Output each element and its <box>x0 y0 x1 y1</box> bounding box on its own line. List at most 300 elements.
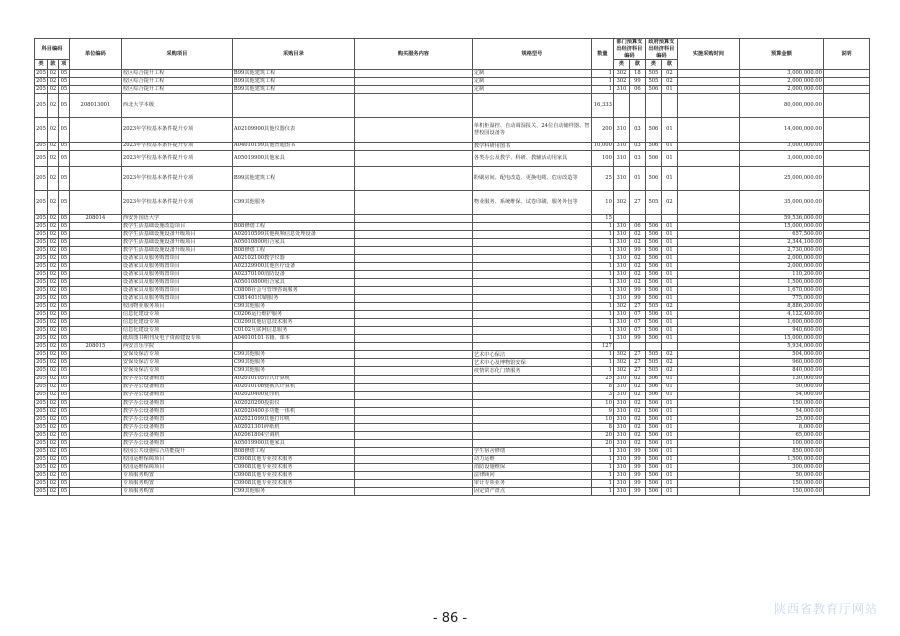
dept-kuan-cell: 02 <box>629 263 645 271</box>
dept-lei-cell: 310 <box>613 150 629 166</box>
quantity-cell: 1 <box>591 86 613 94</box>
service-content-cell <box>354 311 472 319</box>
catalog-cell: C0908其他专业技术服务 <box>232 455 354 463</box>
gov-kuan-cell: 01 <box>661 399 677 407</box>
unit-code-cell: 208014 <box>69 214 121 222</box>
impl-time-cell <box>677 359 739 367</box>
spec-cell: 粉刷房间、配电改造、更换电缆、危房改造等 <box>472 166 591 190</box>
project-cell: 校园运维保障项目 <box>121 455 232 463</box>
unit-code-cell: 208015 <box>69 343 121 351</box>
service-content-cell <box>354 214 472 222</box>
catalog-cell: B99其他建筑工程 <box>232 78 354 86</box>
gov-kuan-cell: 01 <box>661 222 677 230</box>
gov-lei-cell: 506 <box>645 142 661 150</box>
project-cell: 教学办公设备购置 <box>121 423 232 431</box>
gov-kuan-cell: 02 <box>661 303 677 311</box>
impl-time-cell <box>677 190 739 214</box>
amount-cell: 35,000,000.00 <box>739 190 823 214</box>
impl-time-cell <box>677 214 739 222</box>
project-cell: 纸质图书期刊及电子资源建设专项 <box>121 335 232 343</box>
project-cell: 校区综合提升工程 <box>121 78 232 86</box>
gov-lei-cell: 506 <box>645 271 661 279</box>
subject-xiang-cell: 05 <box>58 142 69 150</box>
impl-time-cell <box>677 255 739 263</box>
note-cell <box>823 279 869 287</box>
gov-lei-cell <box>645 94 661 118</box>
dept-lei-cell: 310 <box>613 447 629 455</box>
quantity-cell: 1 <box>591 303 613 311</box>
quantity-cell: 1 <box>591 487 613 495</box>
table-row <box>35 78 870 86</box>
service-content-cell <box>354 471 472 479</box>
service-content-cell <box>354 335 472 343</box>
subject-kuan-cell: 02 <box>47 271 58 279</box>
subject-kuan-header: 款 <box>47 60 58 70</box>
subject-kuan-cell: 02 <box>47 190 58 214</box>
dept-lei-cell: 310 <box>613 391 629 399</box>
subject-kuan-cell: 02 <box>47 343 58 351</box>
service-content-cell <box>354 319 472 327</box>
project-cell: 教学生活基础设施改造项目 <box>121 222 232 230</box>
table-row <box>35 479 870 487</box>
subject-lei-cell: 205 <box>36 375 46 382</box>
gov-kuan-cell: 02 <box>661 367 677 375</box>
impl-time-cell <box>677 479 739 487</box>
unit-code-cell <box>69 471 121 479</box>
gov-lei-cell: 506 <box>645 279 661 287</box>
service-content-cell <box>354 447 472 455</box>
catalog-cell: A02021099其他打印机 <box>232 415 354 423</box>
subject-kuan-cell: 02 <box>47 142 58 150</box>
table-row <box>35 70 870 78</box>
dept-kuan-cell: 99 <box>629 487 645 495</box>
table-row <box>35 214 870 222</box>
service-content-cell <box>354 222 472 230</box>
catalog-cell: C99其他服务 <box>232 190 354 214</box>
dept-kuan-cell: 02 <box>629 415 645 423</box>
unit-code-cell <box>69 423 121 431</box>
catalog-cell: A02021301碎纸机 <box>232 423 354 431</box>
project-cell: 安保及保洁专项 <box>121 351 232 359</box>
spec-cell: 单机柜温控、自动调湿报关、24位自动储样器、智慧校园设备等 <box>472 118 591 142</box>
service-content-cell <box>354 359 472 367</box>
dept-kuan-cell: 99 <box>629 479 645 487</box>
dept-lei-cell: 310 <box>613 319 629 327</box>
spec-cell <box>472 439 591 447</box>
spec-cell <box>472 247 591 255</box>
catalog-cell: C081401印刷服务 <box>232 295 354 303</box>
gov-lei-cell: 506 <box>645 415 661 423</box>
impl-time-cell <box>677 222 739 230</box>
table-row <box>35 439 870 447</box>
project-cell: 教学办公设备购置 <box>121 383 232 391</box>
amount-cell: 80,000,000.00 <box>739 94 823 118</box>
dept-kuan-cell: 02 <box>629 279 645 287</box>
unit-code-cell <box>69 383 121 391</box>
project-cell: 设备家具及服务购置项目 <box>121 255 232 263</box>
table-row <box>35 94 870 118</box>
dept-lei-cell: 310 <box>613 238 629 246</box>
dept-kuan-cell: 18 <box>629 70 645 78</box>
catalog-cell: C99其他服务 <box>232 359 354 367</box>
amount-cell: 657,500.00 <box>739 230 823 238</box>
dept-lei-cell: 310 <box>613 407 629 415</box>
dept-kuan-cell: 27 <box>629 359 645 367</box>
impl-time-cell <box>677 399 739 407</box>
note-cell <box>823 399 869 407</box>
service-content-cell <box>354 431 472 439</box>
dept-kuan-cell: 02 <box>629 391 645 399</box>
impl-time-cell <box>677 238 739 246</box>
impl-time-cell <box>677 455 739 463</box>
subject-xiang-cell: 05 <box>58 230 69 238</box>
dept-kuan-cell: 99 <box>629 455 645 463</box>
service-content-cell <box>354 479 472 487</box>
dept-econ-code-header: 部门预算支出经济科目编码 <box>613 39 645 60</box>
unit-code-cell <box>69 279 121 287</box>
impl-time-cell <box>677 295 739 303</box>
dept-kuan-cell <box>629 94 645 118</box>
subject-lei-cell: 205 <box>36 359 46 366</box>
note-cell <box>823 439 869 447</box>
note-cell <box>823 311 869 319</box>
dept-kuan-cell: 99 <box>629 463 645 471</box>
table-row <box>35 399 870 407</box>
amount-cell: 150,000.00 <box>739 479 823 487</box>
note-cell <box>823 383 869 391</box>
quantity-cell: 1 <box>591 327 613 335</box>
unit-code-cell <box>69 263 121 271</box>
project-cell: 安保及保洁专项 <box>121 367 232 375</box>
spec-cell: 学生宿舍修缮 <box>472 447 591 455</box>
note-cell <box>823 327 869 335</box>
dept-kuan-cell: 02 <box>629 255 645 263</box>
dept-kuan-cell: 02 <box>629 423 645 431</box>
table-row <box>35 447 870 455</box>
dept-kuan-cell: 99 <box>629 78 645 86</box>
spec-cell <box>472 343 591 351</box>
quantity-cell: 8 <box>591 383 613 391</box>
quantity-cell: 1 <box>591 471 613 479</box>
spec-cell <box>472 303 591 311</box>
spec-cell <box>472 287 591 295</box>
note-header: 说明 <box>823 39 869 70</box>
subject-lei-cell: 205 <box>36 78 46 85</box>
catalog-cell: A04010199其他普通图书 <box>232 142 354 150</box>
note-cell <box>823 86 869 94</box>
subject-lei-cell: 205 <box>36 238 46 245</box>
subject-lei-cell: 205 <box>36 471 46 478</box>
gov-lei-cell: 506 <box>645 455 661 463</box>
catalog-cell: A05010800组合家具 <box>232 238 354 246</box>
project-cell: 设备家具及服务购置项目 <box>121 271 232 279</box>
dept-lei-cell: 310 <box>613 455 629 463</box>
impl-time-cell <box>677 407 739 415</box>
spec-header: 规格型号 <box>472 39 591 70</box>
gov-kuan-cell: 02 <box>661 70 677 78</box>
subject-kuan-cell: 02 <box>47 431 58 439</box>
gov-kuan-cell: 01 <box>661 118 677 142</box>
subject-xiang-cell: 05 <box>58 222 69 230</box>
gov-lei-cell: 506 <box>645 287 661 295</box>
impl-time-cell <box>677 118 739 142</box>
dept-kuan-cell: 99 <box>629 335 645 343</box>
subject-lei-cell: 205 <box>36 415 46 422</box>
dept-kuan-cell: 27 <box>629 367 645 375</box>
note-cell <box>823 150 869 166</box>
gov-lei-cell: 506 <box>645 391 661 399</box>
quantity-cell: 20 <box>591 439 613 447</box>
table-row <box>35 118 870 142</box>
catalog-cell: B99其他建筑工程 <box>232 166 354 190</box>
spec-cell: 物业服务、系统维保、试卷印刷、服务外包等 <box>472 190 591 214</box>
project-cell: 2023年学校基本条件提升专项 <box>121 142 232 150</box>
impl-time-cell <box>677 423 739 431</box>
spec-cell <box>472 214 591 222</box>
subject-kuan-cell: 02 <box>47 367 58 375</box>
gov-lei-cell: 506 <box>645 463 661 471</box>
project-cell: 设备家具及服务购置项目 <box>121 295 232 303</box>
subject-lei-cell: 205 <box>36 86 46 93</box>
quantity-cell: 1 <box>591 463 613 471</box>
service-content-cell <box>354 166 472 190</box>
subject-lei-cell: 205 <box>36 343 46 350</box>
table-header <box>35 39 870 70</box>
table-row <box>35 327 870 335</box>
gov-lei-cell <box>645 214 661 222</box>
subject-lei-cell: 205 <box>36 335 46 342</box>
subject-lei-cell: 205 <box>36 391 46 398</box>
amount-cell: 775,000.00 <box>739 295 823 303</box>
table-body <box>35 70 870 496</box>
gov-lei-cell: 505 <box>645 70 661 78</box>
subject-lei-cell: 205 <box>36 367 46 374</box>
gov-kuan-cell: 01 <box>661 271 677 279</box>
note-cell <box>823 375 869 383</box>
table-row <box>35 222 870 230</box>
catalog-cell: A02329900其他医疗设备 <box>232 263 354 271</box>
quantity-cell: 1 <box>591 287 613 295</box>
dept-lei-header: 类 <box>613 60 629 70</box>
quantity-cell: 1 <box>591 359 613 367</box>
dept-kuan-cell: 02 <box>629 407 645 415</box>
subject-xiang-cell: 05 <box>58 255 69 263</box>
catalog-cell: B99其他建筑工程 <box>232 86 354 94</box>
service-content-cell <box>354 255 472 263</box>
unit-code-cell <box>69 287 121 295</box>
gov-kuan-cell: 01 <box>661 447 677 455</box>
impl-time-header: 实施采购时间 <box>677 39 739 70</box>
subject-kuan-cell: 02 <box>47 359 58 367</box>
note-cell <box>823 263 869 271</box>
gov-lei-cell: 506 <box>645 399 661 407</box>
unit-code-cell <box>69 230 121 238</box>
impl-time-cell <box>677 487 739 495</box>
gov-kuan-cell <box>661 214 677 222</box>
impl-time-cell <box>677 78 739 86</box>
subject-lei-cell: 205 <box>36 70 46 77</box>
gov-lei-cell: 506 <box>645 222 661 230</box>
subject-lei-cell: 205 <box>36 262 46 269</box>
subject-lei-cell: 205 <box>36 407 46 414</box>
quantity-cell: 1 <box>591 455 613 463</box>
subject-lei-header: 类 <box>35 60 48 70</box>
amount-cell: 25,000,000.00 <box>739 166 823 190</box>
project-cell: 设备家具及服务购置项目 <box>121 279 232 287</box>
gov-lei-cell: 505 <box>645 351 661 359</box>
note-cell <box>823 335 869 343</box>
catalog-cell: C0908其他专业技术服务 <box>232 463 354 471</box>
subject-kuan-cell: 02 <box>47 383 58 391</box>
unit-code-cell <box>69 335 121 343</box>
dept-lei-cell: 310 <box>613 86 629 94</box>
project-cell: 教学生活基础设施设备升级项目 <box>121 238 232 246</box>
project-cell: 2023年学校基本条件提升专项 <box>121 150 232 166</box>
quantity-cell: 25 <box>591 166 613 190</box>
dept-lei-cell: 310 <box>613 327 629 335</box>
note-cell <box>823 190 869 214</box>
impl-time-cell <box>677 311 739 319</box>
quantity-cell: 200 <box>591 118 613 142</box>
dept-lei-cell: 302 <box>613 70 629 78</box>
subject-xiang-cell: 05 <box>58 439 69 447</box>
unit-code-cell <box>69 78 121 86</box>
amount-cell: 2,000,000.00 <box>739 255 823 263</box>
subject-lei-cell: 205 <box>36 455 46 462</box>
unit-code-cell <box>69 222 121 230</box>
gov-kuan-cell: 01 <box>661 279 677 287</box>
subject-xiang-cell: 05 <box>58 407 69 415</box>
service-content-cell <box>354 118 472 142</box>
gov-kuan-cell: 01 <box>661 423 677 431</box>
gov-kuan-cell: 02 <box>661 359 677 367</box>
unit-code-cell: 208013001 <box>69 94 121 118</box>
dept-lei-cell: 310 <box>613 431 629 439</box>
subject-kuan-cell: 02 <box>47 319 58 327</box>
project-cell: 校区综合提升工程 <box>121 70 232 78</box>
catalog-cell: C0908其他专业技术服务 <box>232 471 354 479</box>
quantity-cell: 1 <box>591 271 613 279</box>
amount-cell: 2,000,000.00 <box>739 78 823 86</box>
gov-kuan-cell: 01 <box>661 479 677 487</box>
subject-lei-cell: 205 <box>35 166 48 190</box>
gov-kuan-cell: 01 <box>661 327 677 335</box>
gov-lei-cell: 506 <box>645 335 661 343</box>
subject-xiang-cell: 05 <box>58 190 69 214</box>
subject-lei-cell: 205 <box>35 118 48 142</box>
quantity-cell: 1 <box>591 311 613 319</box>
quantity-cell: 1 <box>591 78 613 86</box>
subject-kuan-cell: 02 <box>47 447 58 455</box>
dept-lei-cell: 310 <box>613 471 629 479</box>
subject-xiang-cell: 05 <box>58 391 69 399</box>
dept-kuan-cell: 03 <box>629 150 645 166</box>
dept-lei-cell: 310 <box>613 311 629 319</box>
spec-cell <box>472 335 591 343</box>
subject-xiang-cell: 05 <box>58 287 69 295</box>
dept-kuan-cell: 03 <box>629 142 645 150</box>
subject-kuan-cell: 02 <box>47 70 58 78</box>
gov-lei-cell: 505 <box>645 359 661 367</box>
service-content-cell <box>354 439 472 447</box>
subject-lei-cell: 205 <box>36 271 46 278</box>
subject-xiang-cell: 05 <box>58 375 69 383</box>
subject-kuan-cell: 02 <box>47 335 58 343</box>
gov-lei-header: 类 <box>645 60 661 70</box>
note-cell <box>823 255 869 263</box>
subject-lei-cell: 205 <box>36 463 46 470</box>
note-cell <box>823 487 869 495</box>
project-cell: 校园公共设施综合功能提升 <box>121 447 232 455</box>
unit-code-cell <box>69 399 121 407</box>
impl-time-cell <box>677 327 739 335</box>
service-content-cell <box>354 78 472 86</box>
amount-cell: 15,000,000.00 <box>739 335 823 343</box>
gov-kuan-cell: 01 <box>661 142 677 150</box>
subject-xiang-cell: 05 <box>58 463 69 471</box>
unit-code-cell <box>69 407 121 415</box>
impl-time-cell <box>677 303 739 311</box>
service-content-header: 购买服务内容 <box>354 39 472 70</box>
dept-kuan-cell: 02 <box>629 383 645 391</box>
impl-time-cell <box>677 70 739 78</box>
catalog-cell: B08修缮工程 <box>232 247 354 255</box>
impl-time-cell <box>677 166 739 190</box>
unit-code-cell <box>69 367 121 375</box>
service-content-cell <box>354 487 472 495</box>
unit-code-cell <box>69 238 121 246</box>
subject-xiang-cell: 05 <box>58 351 69 359</box>
dept-kuan-header: 款 <box>629 60 645 70</box>
amount-cell: 2,000,000.00 <box>739 263 823 271</box>
note-cell <box>823 295 869 303</box>
catalog-cell: C0299其他信息技术服务 <box>232 319 354 327</box>
subject-lei-cell: 205 <box>36 142 46 149</box>
subject-kuan-cell: 02 <box>47 391 58 399</box>
quantity-cell: 8 <box>591 423 613 431</box>
table-row <box>35 247 870 255</box>
subject-lei-cell: 205 <box>36 311 46 318</box>
subject-lei-cell: 205 <box>35 190 48 214</box>
amount-cell: 1,500,000.00 <box>739 455 823 463</box>
amount-cell: 54,000.00 <box>739 391 823 399</box>
impl-time-cell <box>677 367 739 375</box>
subject-lei-cell: 205 <box>36 230 46 237</box>
quantity-cell: 1 <box>591 238 613 246</box>
dept-kuan-cell: 06 <box>629 86 645 94</box>
amount-cell: 300,000.00 <box>739 463 823 471</box>
impl-time-cell <box>677 463 739 471</box>
catalog-cell <box>232 214 354 222</box>
quantity-cell: 1 <box>591 222 613 230</box>
gov-lei-cell: 506 <box>645 230 661 238</box>
dept-lei-cell <box>613 214 629 222</box>
impl-time-cell <box>677 247 739 255</box>
quantity-cell: 1 <box>591 295 613 303</box>
service-content-cell <box>354 375 472 383</box>
subject-lei-cell: 205 <box>36 479 46 486</box>
amount-cell: 3,000,000.00 <box>739 142 823 150</box>
note-cell <box>823 455 869 463</box>
subject-xiang-cell: 05 <box>58 263 69 271</box>
spec-cell: 审计专项业务 <box>472 479 591 487</box>
gov-kuan-cell: 01 <box>661 471 677 479</box>
amount-cell: 504,000.00 <box>739 351 823 359</box>
catalog-cell: C0102互联网信息服务 <box>232 327 354 335</box>
dept-kuan-cell: 99 <box>629 247 645 255</box>
gov-kuan-cell: 01 <box>661 439 677 447</box>
amount-cell: 1,670,000.00 <box>739 287 823 295</box>
